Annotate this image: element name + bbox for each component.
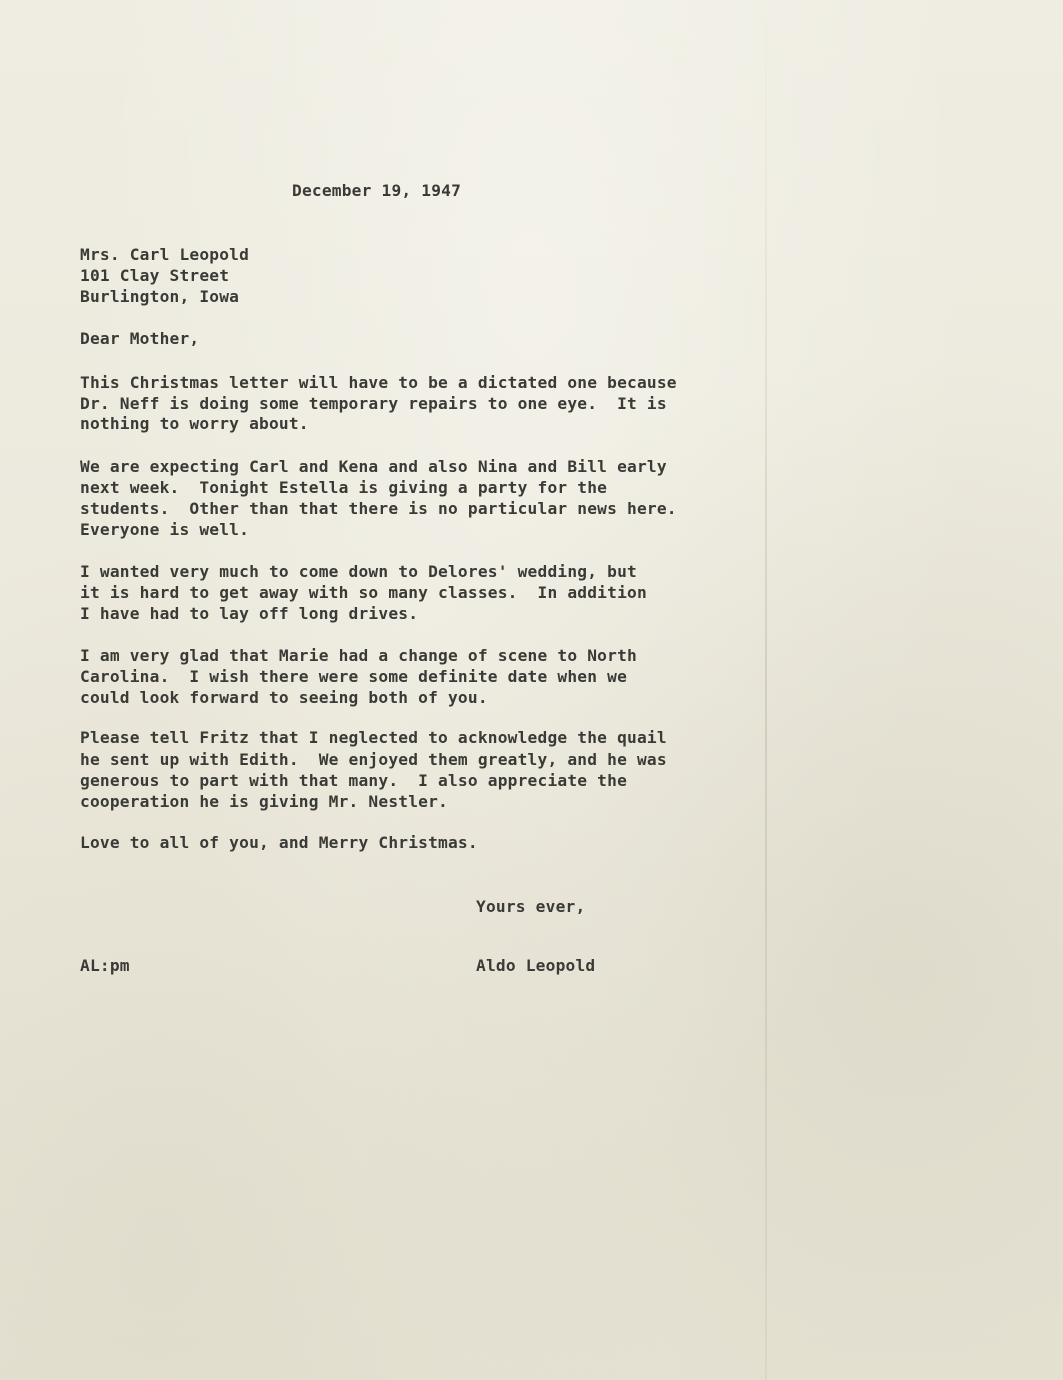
paragraph-1-line-1: This Christmas letter will have to be a dictated one because	[80, 373, 677, 392]
salutation: Dear Mother,	[80, 329, 200, 348]
paragraph-5-line-1: Please tell Fritz that I neglected to acknowledge the quail	[80, 728, 667, 747]
paragraph-4-line-3: could look forward to seeing both of you.	[80, 688, 488, 707]
paragraph-2-line-4: Everyone is well.	[80, 520, 250, 539]
signature-name: Aldo Leopold	[476, 956, 596, 975]
valediction: Yours ever,	[476, 897, 586, 916]
paragraph-5-line-4: cooperation he is giving Mr. Nestler.	[80, 792, 448, 811]
paragraph-5-line-3: generous to part with that many. I also appreciate the	[80, 771, 628, 790]
recipient-name: Mrs. Carl Leopold	[80, 245, 250, 264]
paragraph-2-line-3: students. Other than that there is no particular news here.	[80, 499, 677, 518]
paragraph-4-line-1: I am very glad that Marie had a change of scene to North	[80, 646, 637, 665]
paragraph-1-line-2: Dr. Neff is doing some temporary repairs to one eye. It is	[80, 394, 667, 413]
paper-fold	[765, 0, 767, 1380]
recipient-street: 101 Clay Street	[80, 266, 230, 285]
paragraph-5-line-2: he sent up with Edith. We enjoyed them greatly, and he was	[80, 750, 667, 769]
closing-line: Love to all of you, and Merry Christmas.	[80, 833, 478, 852]
letter-date: December 19, 1947	[292, 181, 462, 200]
paragraph-2-line-2: next week. Tonight Estella is giving a party for the	[80, 478, 608, 497]
recipient-city: Burlington, Iowa	[80, 287, 240, 306]
typist-initials: AL:pm	[80, 956, 130, 975]
paragraph-3-line-3: I have had to lay off long drives.	[80, 604, 419, 623]
paragraph-3-line-1: I wanted very much to come down to Delores' wedding, but	[80, 562, 637, 581]
paragraph-2-line-1: We are expecting Carl and Kena and also Nina and Bill early	[80, 457, 667, 476]
paragraph-4-line-2: Carolina. I wish there were some definite date when we	[80, 667, 628, 686]
paragraph-3-line-2: it is hard to get away with so many classes. In addition	[80, 583, 647, 602]
paragraph-1-line-3: nothing to worry about.	[80, 414, 309, 433]
